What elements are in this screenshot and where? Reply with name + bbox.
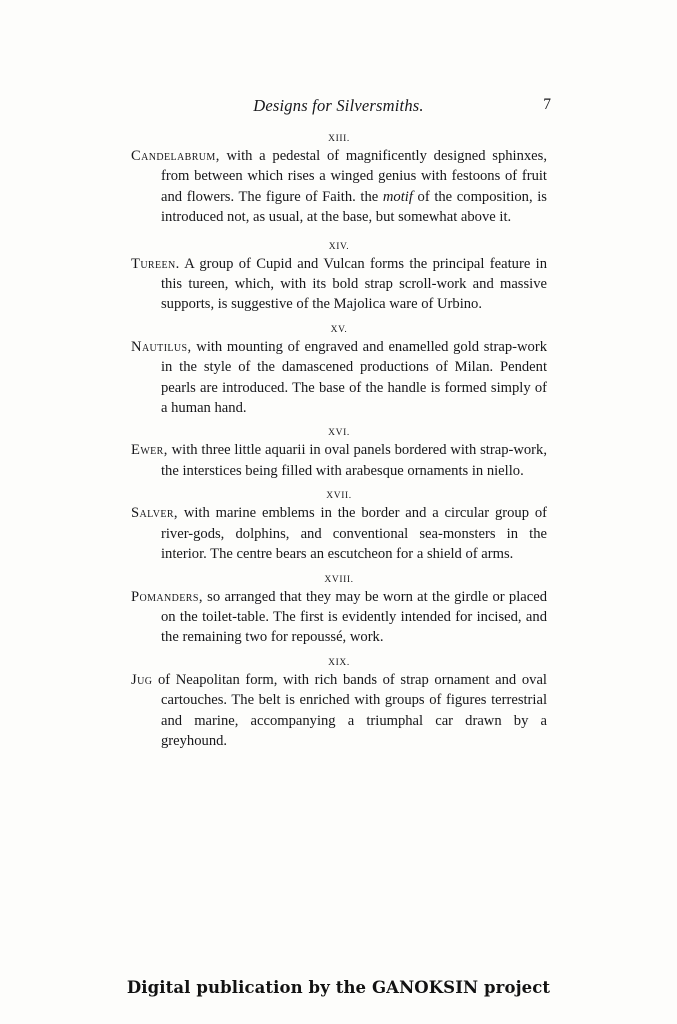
page-number: 7: [543, 96, 551, 113]
entry-paragraph: [131, 146, 547, 228]
entry-number: XIII.: [328, 134, 350, 144]
catalogue-entry: [131, 325, 547, 419]
entry-paragraph: [131, 440, 547, 481]
catalogue-entry: [131, 428, 547, 481]
entry-number: XV.: [330, 324, 348, 335]
entry-paragraph: [131, 503, 547, 564]
footer-credit: Digital publication by the GANOKSIN project: [126, 978, 551, 997]
entry-text: of Neapolitan form, with rich bands of strap ornament and oval cartouches. The belt is enriched with groups of figures terrestrial and marine, accompanying a triumphal car drawn by a greyhound.: [152, 671, 547, 749]
catalogue-entry: [131, 575, 547, 648]
entry-paragraph: [131, 337, 547, 419]
catalogue-entry: [131, 491, 547, 564]
entry-number: XVIII.: [324, 574, 354, 585]
entry-italic-term: motif: [382, 188, 413, 205]
entry-lead: Candelabrum,: [131, 148, 220, 164]
entry-lead: Jug: [131, 671, 153, 688]
running-title: Designs for Silversmiths.: [253, 96, 424, 115]
entry-text: with three little aquarii in oval panels bordered with strap-work, the interstices being filled with arabesque ornaments in niello.: [161, 442, 547, 479]
entry-paragraph: [131, 254, 547, 315]
entry-text: A group of Cupid and Vulcan forms the principal feature in this tureen, which, with its bold strap scroll-work and massive supports, is suggestive of the Majolica ware of Urbino.: [161, 255, 547, 313]
page-header: [0, 96, 677, 118]
entry-number: XIV.: [328, 241, 350, 252]
catalogue-entry: [131, 134, 547, 228]
entry-number: XVII.: [326, 491, 352, 502]
body-text: [131, 134, 547, 761]
entry-lead: Pomanders,: [131, 588, 203, 605]
entry-text-continued: of the composition, is introduced not, as usual, at the base, but somewhat above it.: [161, 188, 547, 226]
entry-text: so arranged that they may be worn at the girdle or placed on the toilet-table. The first is evidently intended for incised, and the remaining two for repoussé, work.: [161, 588, 547, 646]
entry-lead: Nautilus,: [131, 338, 192, 355]
entry-paragraph: [131, 587, 547, 648]
entry-number: XVI.: [328, 428, 350, 439]
entry-paragraph: [131, 670, 547, 752]
entry-text: with a pedestal of magnificently designed sphinxes, from between which rises a winged genius with festoons of fruit and flowers. The figure of Faith. the: [161, 148, 547, 205]
entry-lead: Salver,: [131, 505, 178, 522]
entry-lead: Tureen.: [131, 255, 180, 272]
entry-text: with mounting of engraved and enamelled gold strap-work in the style of the damascened productions of Milan. Pendent pearls are introduced. The base of the handle is formed simply of a human hand.: [161, 338, 547, 417]
entry-text: with marine emblems in the border and a circular group of river-gods, dolphins, and conventional sea-monsters in the interior. The centre bears an escutcheon for a shield of arms.: [161, 505, 547, 563]
entry-lead: Ewer,: [131, 442, 168, 459]
entry-number: XIX.: [328, 657, 350, 668]
catalogue-entry: [131, 658, 547, 752]
catalogue-entry: [131, 242, 547, 315]
